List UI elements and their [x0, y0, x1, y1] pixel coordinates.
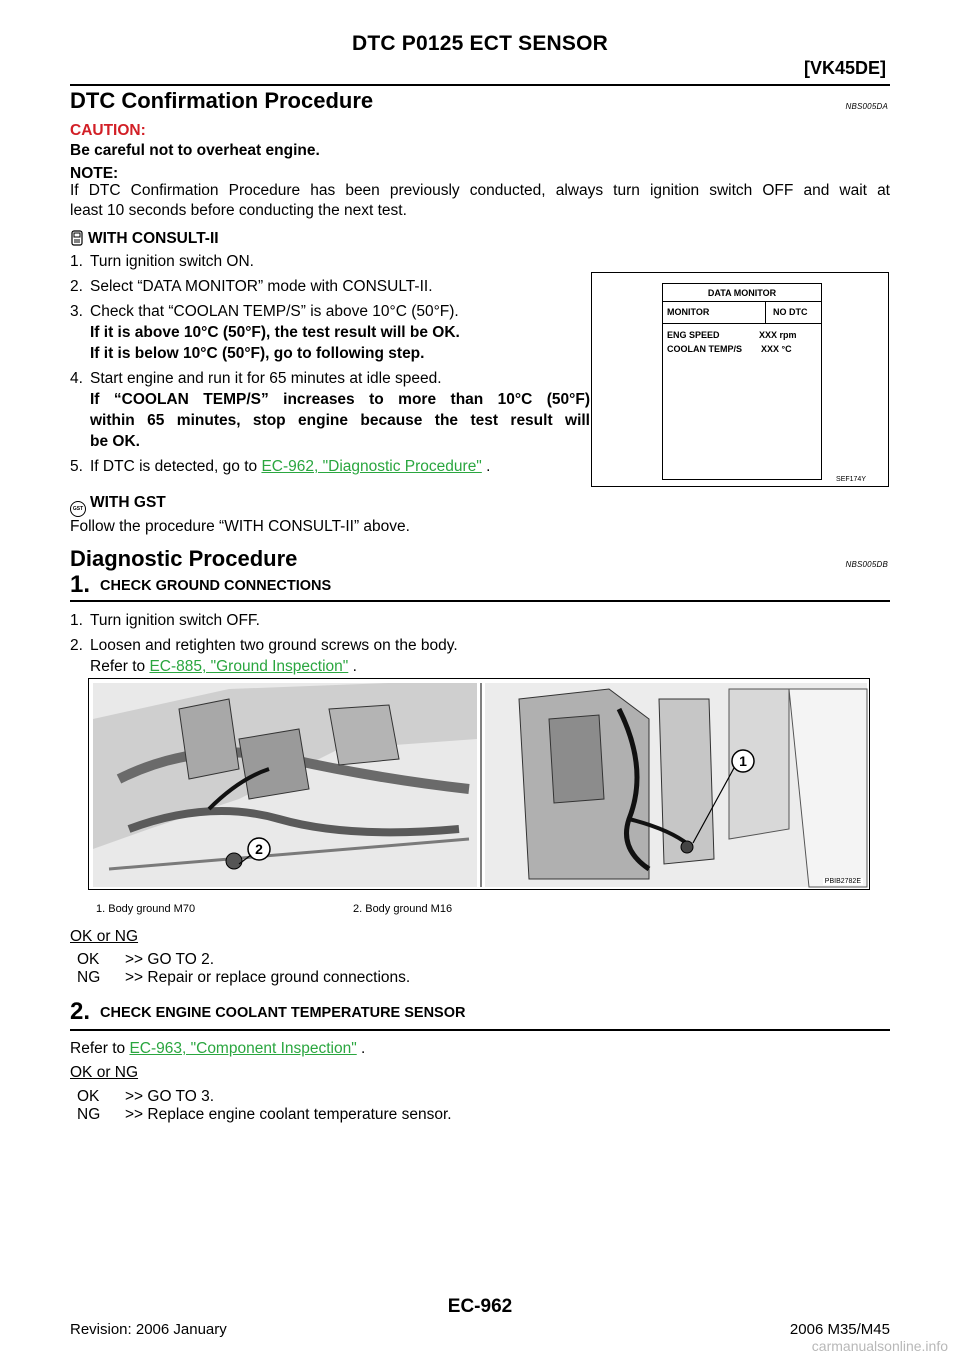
- step-2-ok-text: >> GO TO 3.: [125, 1088, 215, 1105]
- page-header-title: DTC P0125 ECT SENSOR: [351, 32, 609, 55]
- gst-heading: [70, 492, 890, 517]
- coolan-temp-value: XXX °C: [761, 344, 792, 354]
- step-2-instruction: Refer to EC-963, "Component Inspection" .: [70, 1040, 366, 1057]
- step-2-ng-text: >> Replace engine coolant temperature sensor.: [125, 1106, 452, 1123]
- ground-connections-photo: [88, 678, 870, 890]
- list-item: 2. Select “DATA MONITOR” mode with CONSULT-II.: [70, 278, 433, 295]
- engine-code: [VK45DE]: [803, 58, 886, 78]
- section-title-dtc-confirmation: DTC Confirmation Procedure: [70, 88, 374, 113]
- caution-text: Be careful not to overheat engine.: [70, 142, 320, 159]
- note-line-2: least 10 seconds before conducting the next test.: [70, 202, 407, 219]
- data-monitor-screen: [662, 283, 822, 480]
- gst-heading-text: WITH GST: [90, 494, 166, 511]
- page-number: EC-962: [447, 1296, 513, 1317]
- step-2-number: 2.: [70, 998, 91, 1025]
- link-ec-963-component-inspection[interactable]: EC-963, "Component Inspection": [129, 1040, 357, 1057]
- eng-speed-label: ENG SPEED: [667, 330, 720, 340]
- link-ec-962-diagnostic-procedure[interactable]: EC-962, "Diagnostic Procedure": [261, 458, 482, 475]
- step-1-ok-label: OK: [77, 951, 100, 968]
- marker-2: 2: [255, 841, 263, 857]
- photo-left-body-ground-m70: [93, 683, 477, 887]
- consult-steps: 1. Turn ignition switch ON. 2. Select “DATA MONITOR” mode with CONSULT-II. 3. Check that “COOLAN TEMP/S” is above 10°C (50°F). If it is above 10°C (50°F), the test result will be OK. If it is below 10°C (50°F), go to following step. 4. Start engine and run it for 65 minutes at idle speed. If “COOLAN TEMP/S” increases to more than 10°C (50°F) within 65 minutes, stop engine because the test result will be OK. 5. If DTC is detected, go to EC-962, "Diagnostic Procedure" .: [70, 253, 590, 475]
- header-rule: [70, 84, 890, 86]
- caution-label: CAUTION:: [70, 122, 146, 139]
- caption-body-ground-m16: 2. Body ground M16: [353, 903, 453, 915]
- section-ref-code: NBS005DB: [845, 560, 888, 569]
- step-1-rule: [70, 600, 890, 602]
- revision-date: Revision: 2006 January: [70, 1321, 227, 1338]
- gst-text: Follow the procedure “WITH CONSULT-II” above.: [70, 518, 410, 535]
- step-1-instructions: [70, 610, 890, 677]
- data-monitor-figure: [591, 272, 889, 487]
- data-monitor-title: DATA MONITOR: [663, 284, 821, 302]
- data-monitor-header-row: [663, 302, 821, 324]
- section-title-diagnostic-procedure: Diagnostic Procedure: [70, 546, 298, 571]
- column-divider: [765, 302, 766, 324]
- model-name: 2006 M35/M45: [789, 1321, 890, 1338]
- step-2-title: CHECK ENGINE COOLANT TEMPERATURE SENSOR: [100, 1005, 466, 1021]
- list-item: 1. Turn ignition switch OFF.: [70, 612, 260, 629]
- note-line-1: If DTC Confirmation Procedure has been previously conducted, always turn ignition switch OFF and wait at: [70, 182, 890, 199]
- step-1-ng-label: NG: [77, 969, 101, 986]
- list-item: 5. If DTC is detected, go to EC-962, "Diagnostic Procedure" .: [70, 458, 491, 475]
- marker-1: 1: [739, 753, 747, 769]
- coolan-temp-label: COOLAN TEMP/S: [667, 344, 743, 354]
- note-label: NOTE:: [70, 165, 119, 182]
- step-2-ok-label: OK: [77, 1088, 100, 1105]
- eng-speed-value: XXX rpm: [759, 330, 797, 340]
- consult-tester-icon: [70, 230, 84, 246]
- step-2-ng-label: NG: [77, 1106, 101, 1123]
- photo-right-body-ground-m16: [485, 683, 867, 887]
- list-item: Refer to EC-885, "Ground Inspection" .: [90, 658, 357, 675]
- step-2-rule: [70, 1029, 890, 1031]
- step-1-result-heading: OK or NG: [70, 928, 139, 945]
- consult-heading: [70, 228, 890, 249]
- list-item: 1. Turn ignition switch ON.: [70, 253, 254, 270]
- step-1-ng-text: >> Repair or replace ground connections.: [125, 969, 411, 986]
- ground-photo-illustration: [89, 679, 870, 890]
- gst-icon: GST: [70, 501, 86, 517]
- list-item: 2. Loosen and retighten two ground screws on the body.: [70, 637, 458, 654]
- step-1-ok-text: >> GO TO 2.: [125, 951, 215, 968]
- section-ref-code: NBS005DA: [845, 102, 888, 111]
- consult-heading-text: WITH CONSULT-II: [88, 230, 219, 247]
- step-1-title: CHECK GROUND CONNECTIONS: [100, 578, 332, 594]
- watermark: carmanualsonline.info: [811, 1338, 948, 1354]
- monitor-column-label: MONITOR: [667, 307, 710, 317]
- list-item: 4. Start engine and run it for 65 minutes at idle speed.: [70, 370, 442, 387]
- list-item: 3. Check that “COOLAN TEMP/S” is above 10°C (50°F).: [70, 303, 459, 320]
- photo-figure-code: PBIB2782E: [824, 878, 861, 885]
- link-ec-885-ground-inspection[interactable]: EC-885, "Ground Inspection": [149, 658, 349, 675]
- no-dtc-label: NO DTC: [773, 307, 808, 317]
- caption-body-ground-m70: 1. Body ground M70: [96, 903, 196, 915]
- step-1-number: 1.: [70, 571, 91, 598]
- figure-code: SEF174Y: [836, 476, 866, 483]
- step-2-result-heading: OK or NG: [70, 1064, 139, 1081]
